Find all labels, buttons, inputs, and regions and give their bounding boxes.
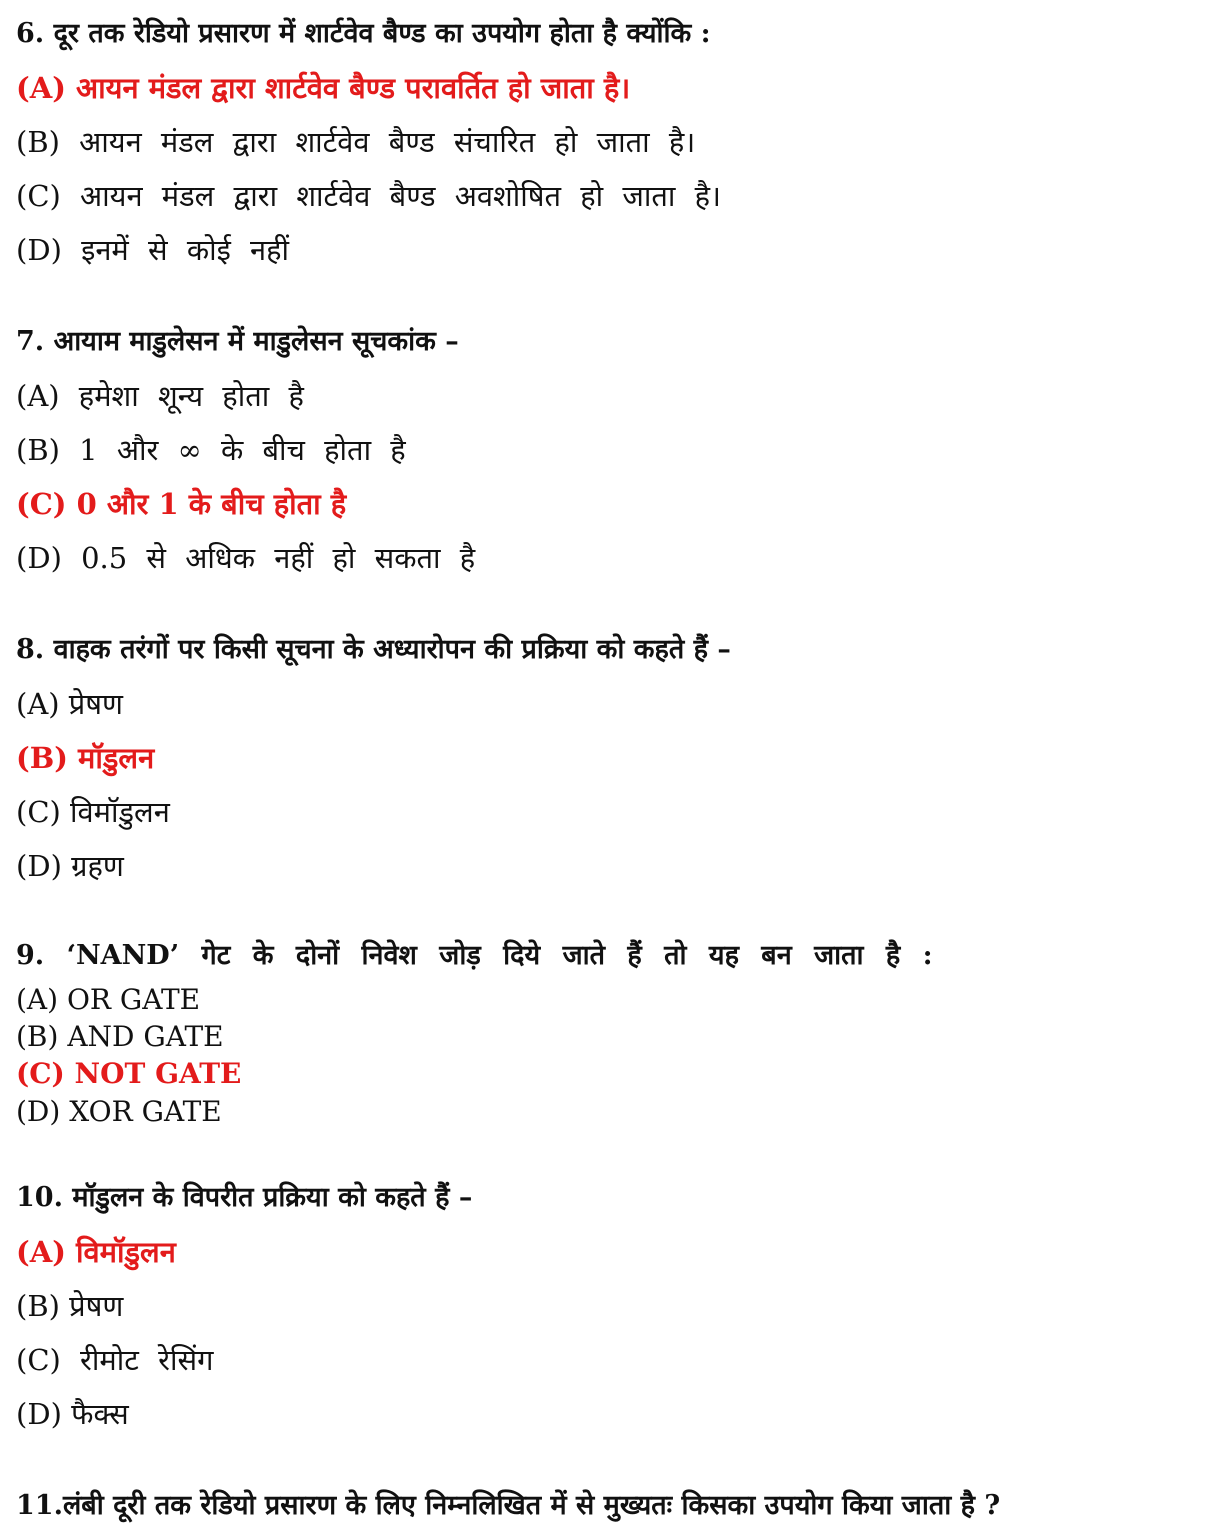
q7-option-a: (A) हमेशा शून्य होता है	[16, 379, 304, 413]
q9-option-a: (A) OR GATE	[16, 983, 201, 1016]
question-10: 10. मॉडुलन के विपरीत प्रक्रिया को कहते हैं –	[16, 1182, 473, 1213]
q8-option-b: (B) मॉडुलन	[16, 741, 155, 775]
q6-option-c: (C) आयन मंडल द्वारा शार्टवेव बैण्ड अवशोषित हो जाता है।	[16, 179, 722, 213]
question-9: 9. ‘NAND’ गेट के दोनों निवेश जोड़ दिये जाते हैं तो यह बन जाता है :	[16, 940, 933, 971]
q6-option-b: (B) आयन मंडल द्वारा शार्टवेव बैण्ड संचारित हो जाता है।	[16, 125, 696, 159]
q9-option-b: (B) AND GATE	[16, 1020, 224, 1053]
q8-option-c: (C) विमॉडुलन	[16, 795, 170, 829]
question-8: 8. वाहक तरंगों पर किसी सूचना के अध्यारोपन की प्रक्रिया को कहते हैं –	[16, 634, 731, 665]
q9-option-d: (D) XOR GATE	[16, 1095, 222, 1128]
q7-option-b: (B) 1 और ∞ के बीच होता है	[16, 433, 406, 467]
q9-option-c: (C) NOT GATE	[16, 1057, 242, 1090]
question-6: 6. दूर तक रेडियो प्रसारण में शार्टवेव बैण्ड का उपयोग होता है क्योंकि :	[16, 18, 711, 49]
q8-option-d: (D) ग्रहण	[16, 849, 124, 883]
q6-option-a: (A) आयन मंडल द्वारा शार्टवेव बैण्ड परावर्तित हो जाता है।	[16, 71, 631, 105]
q7-option-d: (D) 0.5 से अधिक नहीं हो सकता है	[16, 541, 476, 575]
question-11: 11.लंबी दूरी तक रेडियो प्रसारण के लिए निम्नलिखित में से मुख्यतः किसका उपयोग किया जाता है ?	[16, 1490, 1001, 1521]
q6-option-d: (D) इनमें से कोई नहीं	[16, 233, 290, 267]
q7-option-c: (C) 0 और 1 के बीच होता है	[16, 487, 347, 521]
q10-option-b: (B) प्रेषण	[16, 1289, 124, 1323]
q10-option-c: (C) रीमोट रेसिंग	[16, 1343, 214, 1377]
question-7: 7. आयाम माडुलेसन में माडुलेसन सूचकांक –	[16, 326, 459, 357]
q10-option-a: (A) विमॉडुलन	[16, 1235, 176, 1269]
q8-option-a: (A) प्रेषण	[16, 687, 124, 721]
q10-option-d: (D) फैक्स	[16, 1397, 129, 1431]
